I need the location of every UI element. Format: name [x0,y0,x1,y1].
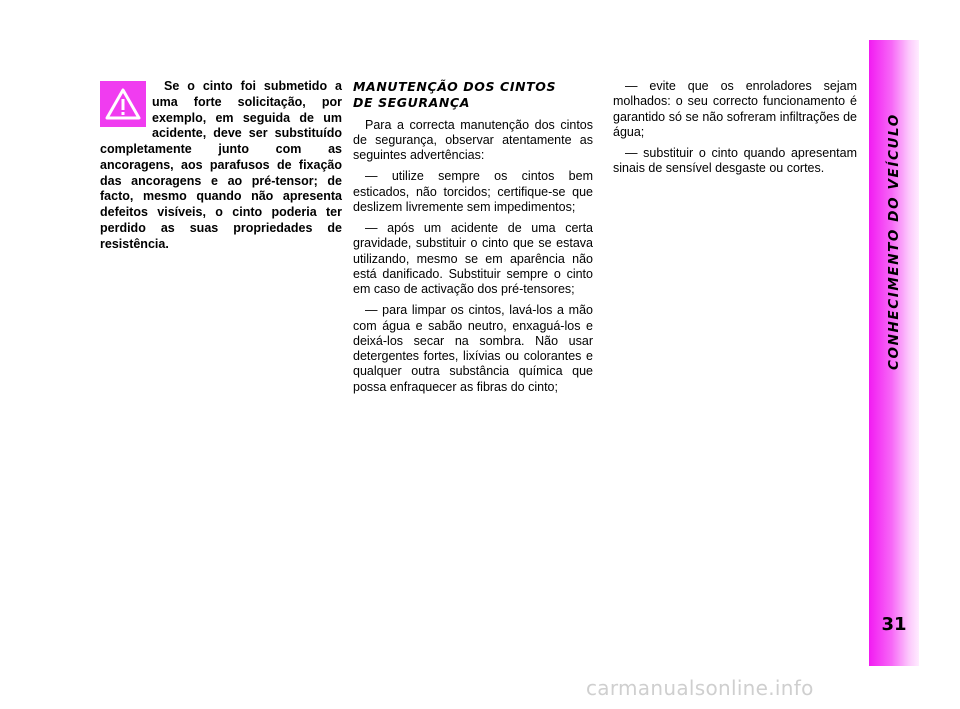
section-sidebar [869,40,919,666]
heading-line-1: MANUTENÇÃO DOS CINTOS [353,79,557,94]
maintenance-column [353,79,593,401]
heading-line-2: DE SEGURANÇA [353,95,471,111]
warning-text: Se o cinto foi submetido a uma forte solicitação, por exemplo, em seguida de um acidente, deve ser substituído completamente junto com as ancoragens, aos parafusos de fixação das ancoragens e ao pré-tensor; de facto, mesmo quando não apresenta defeitos visíveis, o cinto poderia ter perdido as suas propriedades de resistência. [100,79,342,251]
chapter-title: CONHECIMENTO DO VEÍCULO [886,113,902,371]
watermark: carmanualsonline.info [586,676,814,700]
list-item: — substituir o cinto quando apresentam sinais de sensível desgaste ou cortes. [613,146,857,176]
list-item: — evite que os enroladores sejam molhados: o seu correcto funcionamento é garantido só se não sofreram infiltrações de água; [613,79,857,139]
warning-column [100,79,342,258]
section-heading [353,79,593,112]
list-item: — para limpar os cintos, lavá-los a mão com água e sabão neutro, enxaguá-los e deixá-los secar na sombra. Não usar detergentes fortes, lixívias ou colorantes e qualquer outra substância química que possa enfraquecer as fibras do cinto; [353,303,593,394]
list-item: — após um acidente de uma certa gravidade, substituir o cinto que se estava utilizando, mesmo se em aparência não está danificado. Substituir sempre o cinto em caso de activação dos pré-tensores; [353,221,593,296]
warning-triangle-icon [100,81,146,127]
intro-paragraph: Para a correcta manutenção dos cintos de segurança, observar atentamente as seguintes advertências: [353,117,593,162]
list-item: — utilize sempre os cintos bem esticados, não torcidos; certifique-se que deslizem livremente sem impedimentos; [353,169,593,214]
maintenance-column-continued [613,79,857,183]
page-number: 31 [881,614,907,635]
